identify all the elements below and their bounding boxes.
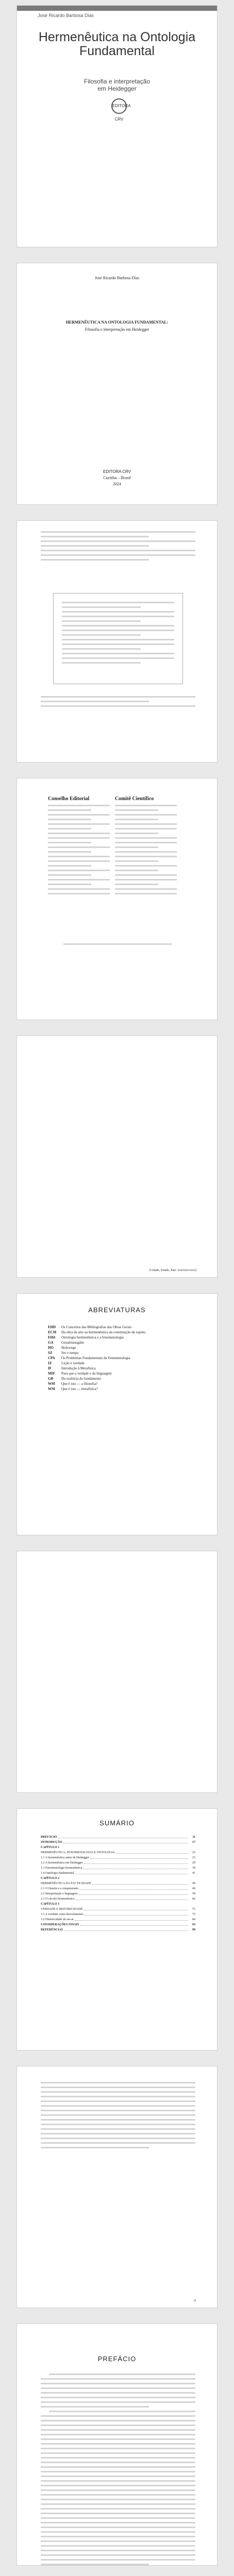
title-page-title: HERMENÊUTICA NA ONTOLOGIA FUNDAMENTAL: <box>65 320 169 325</box>
title-page-city: Curitiba – Brasil <box>103 476 131 480</box>
preface-title: PREFÁCIO <box>97 2355 137 2363</box>
copyright-footer-text <box>41 696 195 710</box>
title-page-subtitle: Filosofia e interpretação em Heidegger <box>85 327 149 332</box>
blank-page <box>16 1036 218 1278</box>
publisher-logo: EDITORA CRV <box>111 98 127 114</box>
title-page-publisher: EDITORA CRV <box>103 469 131 474</box>
toc-item[interactable]: REFERÊNCIAS 99 <box>41 1928 195 1931</box>
council-editorial <box>48 796 115 897</box>
council-editorial-title: Conselho Editorial <box>48 796 90 802</box>
council-page <box>16 778 218 1020</box>
toc-title: SUMÁRIO <box>99 1819 135 1827</box>
title-page-author: José Ricardo Barbosa Dias <box>95 276 139 280</box>
page-footer-note: [Cidade, Estado, Pais: xxxxxxx/xxxx] <box>149 1269 196 1272</box>
toc-item[interactable]: 3.1 A verdade como desvelamento 75 <box>41 1913 195 1916</box>
toc-page <box>16 1808 218 2050</box>
preface-body <box>41 2374 195 2566</box>
toc-item[interactable]: INTRODUÇÃO 17 <box>41 1841 195 1844</box>
toc-item[interactable]: 2.3 O círculo hermenêutico 66 <box>41 1897 195 1901</box>
abbreviations-title: ABREVIATURAS <box>88 1306 146 1314</box>
cover-title: Hermenêutica na Ontologia Fundamental <box>38 30 196 58</box>
council-note <box>63 943 172 948</box>
toc-item[interactable]: 2.1 O Dasein e a compreensão 49 <box>41 1887 195 1890</box>
abbr-row: WM Que é isto — a filosofia? <box>48 1382 98 1386</box>
toc-item[interactable]: 1.1 A hermenêutica antes de Heidegger 23 <box>41 1856 195 1859</box>
abbr-row: ECM Da obra de arte na hermenêutica da constituição de sujeito <box>48 1330 146 1334</box>
toc-item[interactable]: 1.3 Fenomenologia hermenêutica 34 <box>41 1867 195 1870</box>
toc-item[interactable]: 3.2 Historicidade do ser-aí 84 <box>41 1918 195 1921</box>
cover-subtitle-line1: Filosofia e interpretação <box>83 78 151 85</box>
copyright-page <box>16 520 218 762</box>
preface-page <box>16 2324 218 2566</box>
council-scientific-title: Comitê Científico <box>115 796 154 802</box>
abbreviations-page <box>16 1293 218 1535</box>
page-number: 11 <box>193 2299 196 2302</box>
abbr-row: GB Da essência do fundamento <box>48 1377 102 1381</box>
toc-item[interactable]: 2.2 Interpretação e linguagem 58 <box>41 1892 195 1895</box>
toc-item[interactable]: HERMENÊUTICA DA FACTICIDADE 49 <box>41 1882 195 1885</box>
catalog-card-box <box>53 593 183 684</box>
cover-author: José Ricardo Barbosa Dias <box>38 13 94 18</box>
abbr-row: HO Holzwege <box>48 1346 76 1350</box>
abbr-row: GA Gesamtausgabe <box>48 1341 84 1345</box>
abbr-row: WM Que é isto — metafísica? <box>48 1387 98 1391</box>
cover-subtitle-line2: em Heidegger <box>97 85 137 92</box>
toc-item[interactable]: VERDADE E HISTORICIDADE 75 <box>41 1908 195 1911</box>
toc-list <box>41 1835 195 1933</box>
cover-page <box>16 5 218 247</box>
abbr-row: SZ Ser e tempo <box>48 1351 79 1355</box>
toc-item[interactable]: 1.2 A hermenêutica em Heidegger 29 <box>41 1861 195 1865</box>
toc-item[interactable]: CAPÍTULO 3 <box>41 1903 60 1906</box>
copyright-text <box>41 531 195 564</box>
title-page-year: 2024 <box>113 482 121 486</box>
toc-item[interactable]: 1.4 Ontologia fundamental 41 <box>41 1872 195 1875</box>
toc-item[interactable]: PREFÁCIO 11 <box>41 1836 195 1839</box>
abbr-row: EHd Ontologia hermenêutica e a fenomenologia <box>48 1335 124 1340</box>
toc-continuation-page <box>16 2066 218 2308</box>
abbr-row: CPA Os Problemas Fundamentais da Fenomenologia <box>48 1356 130 1360</box>
blank-page <box>16 1551 218 1793</box>
toc-item[interactable]: CAPÍTULO 2 <box>41 1877 60 1880</box>
council-scientific <box>115 796 182 897</box>
abbr-row: IF Introdução à Metafísica <box>48 1366 96 1370</box>
toc-item[interactable]: CAPÍTULO 1 <box>41 1846 60 1849</box>
toc-continuation-lines <box>41 2082 195 2151</box>
toc-item[interactable]: CONSIDERAÇÕES FINAIS 93 <box>41 1923 195 1926</box>
abbreviations-list <box>48 1325 203 1392</box>
cover-subtitle <box>29 78 205 92</box>
toc-item[interactable]: HERMENÊUTICA, FENOMENOLOGIA E ONTOLOGIA 23 <box>41 1851 195 1854</box>
council-columns <box>48 796 187 897</box>
abbr-row: EHD Os Conceitos das Bibliografias das Obras Gerais <box>48 1325 132 1329</box>
abbr-row: MIF Para que a verdade e da linguagem <box>48 1371 112 1376</box>
title-page <box>16 263 218 505</box>
cover-top-band <box>17 6 217 11</box>
abbr-row: IZ Lição e verdade <box>48 1361 85 1365</box>
